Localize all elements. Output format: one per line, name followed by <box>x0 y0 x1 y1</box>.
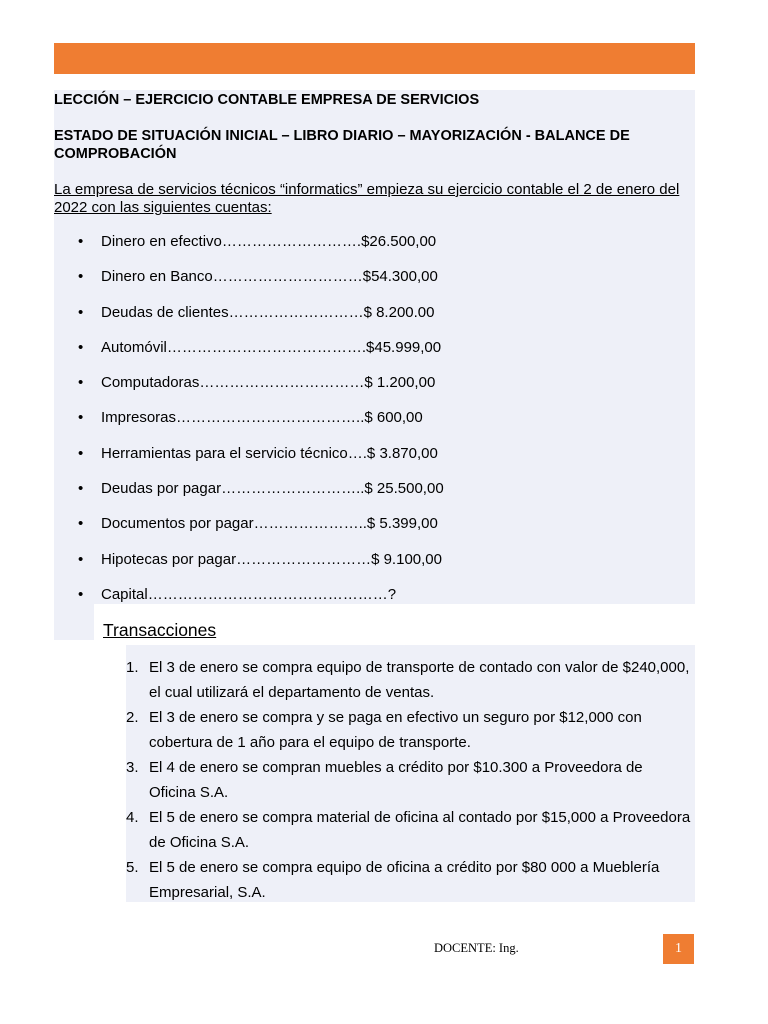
list-item <box>78 374 444 409</box>
bullet-icon: • <box>78 515 84 533</box>
document-subtitle: ESTADO DE SITUACIÓN INICIAL – LIBRO DIARIO – MAYORIZACIÓN - BALANCE DE COMPROBACIÓN <box>54 128 630 162</box>
bullet-icon: • <box>78 409 84 427</box>
transactions-heading: Transacciones <box>103 620 217 640</box>
list-item <box>78 551 444 586</box>
list-item <box>126 655 692 705</box>
account-text: Deudas de clientes………………………$ 8.200.00 <box>101 303 435 321</box>
account-text: Capital…………………………………………? <box>101 585 397 603</box>
account-text: Hipotecas por pagar………………………$ 9.100,00 <box>101 550 442 568</box>
transaction-text: El 3 de enero se compra y se paga en efectivo un seguro por $12,000 con cobertura de 1 año para el equipo de transporte. <box>149 709 642 751</box>
item-number: 3. <box>126 759 139 776</box>
list-item <box>78 233 444 268</box>
bullet-icon: • <box>78 303 84 321</box>
list-item <box>126 855 692 905</box>
item-number: 5. <box>126 859 139 876</box>
item-number: 2. <box>126 709 139 726</box>
header-accent-bar <box>54 43 695 74</box>
bullet-icon: • <box>78 480 84 498</box>
list-item <box>78 515 444 550</box>
item-number: 1. <box>126 659 139 676</box>
list-item <box>78 445 444 480</box>
list-item <box>126 755 692 805</box>
transaction-text: El 3 de enero se compra equipo de transporte de contado con valor de $240,000, el cual utilizará el departamento de ventas. <box>149 659 690 701</box>
list-item <box>126 705 692 755</box>
list-item <box>78 268 444 303</box>
account-text: Documentos por pagar…………………..$ 5.399,00 <box>101 515 438 533</box>
bullet-icon: • <box>78 233 84 250</box>
account-text: Computadoras……………………………$ 1.200,00 <box>101 374 436 392</box>
bullet-icon: • <box>78 444 84 462</box>
bullet-icon: • <box>78 374 84 392</box>
account-text: Impresoras………………………………..$ 600,00 <box>101 409 423 427</box>
list-item <box>78 586 444 621</box>
transaction-text: El 5 de enero se compra equipo de oficina a crédito por $80 000 a Mueblería Empresarial, S.A. <box>149 859 660 901</box>
list-item <box>78 339 444 374</box>
footer-docente: DOCENTE: Ing. <box>434 941 519 955</box>
list-item <box>78 409 444 444</box>
page-number: 1 <box>663 934 694 964</box>
bullet-icon: • <box>78 268 84 286</box>
bullet-icon: • <box>78 550 84 568</box>
item-number: 4. <box>126 809 139 826</box>
intro-paragraph: La empresa de servicios técnicos “informatics” empieza su ejercicio contable el 2 de enero del 2022 con las siguientes cuentas: <box>54 181 680 216</box>
account-text: Herramientas para el servicio técnico….$ 3.870,00 <box>101 444 438 462</box>
account-text: Automóvil………………………………….$45.999,00 <box>101 338 442 356</box>
list-item <box>78 304 444 339</box>
account-text: Dinero en Banco…………………………$54.300,00 <box>101 268 438 286</box>
transaction-text: El 5 de enero se compra material de oficina al contado por $15,000 a Proveedora de Oficina S.A. <box>149 809 691 851</box>
accounts-list <box>78 233 444 621</box>
transaction-text: El 4 de enero se compran muebles a crédito por $10.300 a Proveedora de Oficina S.A. <box>149 759 643 801</box>
transactions-list <box>126 655 692 905</box>
document-title: LECCIÓN – EJERCICIO CONTABLE EMPRESA DE SERVICIOS <box>54 92 480 108</box>
account-text: Deudas por pagar………………………..$ 25.500,00 <box>101 480 444 498</box>
bullet-icon: • <box>78 338 84 356</box>
list-item <box>78 480 444 515</box>
list-item <box>126 805 692 855</box>
bullet-icon: • <box>78 585 84 603</box>
account-text: Dinero en efectivo……………………….$26.500,00 <box>101 233 437 250</box>
